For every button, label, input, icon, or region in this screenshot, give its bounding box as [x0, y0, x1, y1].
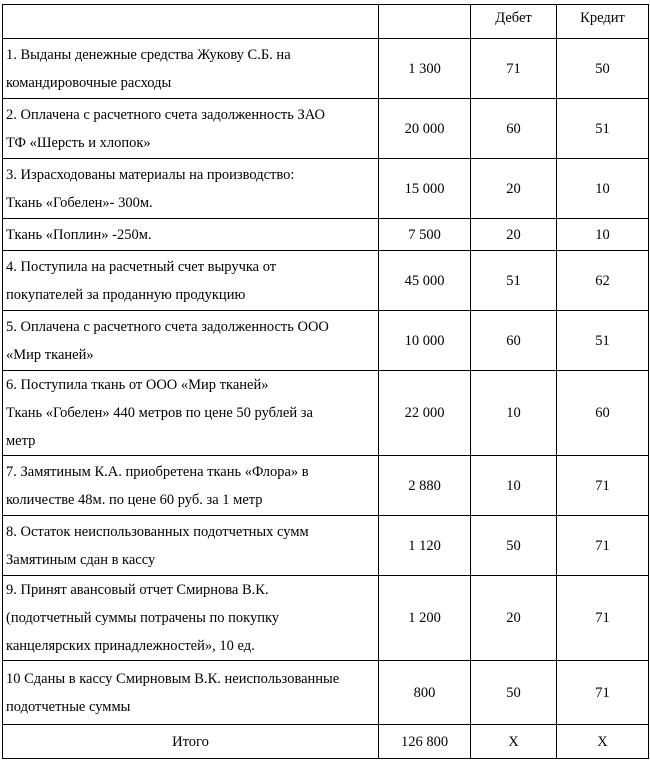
- row-credit: 71: [557, 661, 649, 725]
- description-line: Ткань «Гобелен»- 300м.: [6, 194, 153, 211]
- row-amount: 1 300: [379, 39, 471, 99]
- row-credit: 10: [557, 159, 649, 219]
- row-amount: 1 200: [379, 576, 471, 661]
- row-debit: 60: [471, 311, 557, 371]
- description-line: (подотчетный суммы потрачены по покупку: [6, 610, 280, 626]
- description-line: подотчетные суммы: [6, 698, 131, 715]
- header-amount: [379, 5, 471, 39]
- description-line: 4. Поступила на расчетный счет выручка от: [6, 258, 277, 275]
- row-credit: 62: [557, 251, 649, 311]
- description-line: покупателей за проданную продукцию: [6, 286, 246, 303]
- description-line: 5. Оплачена с расчетного счета задолженность ООО: [6, 318, 329, 335]
- row-description: [3, 311, 379, 371]
- row-credit: 71: [557, 456, 649, 516]
- row-description: [3, 159, 379, 219]
- row-credit: 10: [557, 219, 649, 251]
- row-amount: 20 000: [379, 99, 471, 159]
- total-label: Итого: [3, 725, 379, 759]
- table-row: [3, 311, 649, 371]
- row-debit: 51: [471, 251, 557, 311]
- table-row: [3, 99, 649, 159]
- table-row: [3, 39, 649, 99]
- row-description: [3, 251, 379, 311]
- header-description: [3, 5, 379, 39]
- description-line: 1. Выданы денежные средства Жукову С.Б. на: [6, 46, 291, 63]
- row-credit: 71: [557, 576, 649, 661]
- header-debit: Дебет: [471, 5, 557, 39]
- total-amount: 126 800: [379, 725, 471, 759]
- row-description: [3, 219, 379, 251]
- table-row: [3, 576, 649, 661]
- row-debit: 50: [471, 661, 557, 725]
- row-amount: 10 000: [379, 311, 471, 371]
- table-row: [3, 661, 649, 725]
- row-debit: 20: [471, 159, 557, 219]
- row-description: [3, 99, 379, 159]
- row-description: [3, 371, 379, 456]
- description-line: ТФ «Шерсть и хлопок»: [6, 134, 151, 151]
- table-row: [3, 516, 649, 576]
- header-row: [3, 5, 649, 39]
- row-description: [3, 39, 379, 99]
- table-row: [3, 219, 649, 251]
- description-line: 3. Израсходованы материалы на производство:: [6, 166, 295, 183]
- table-row: [3, 371, 649, 456]
- row-credit: 71: [557, 516, 649, 576]
- row-amount: 2 880: [379, 456, 471, 516]
- row-credit: 50: [557, 39, 649, 99]
- description-line: канцелярских принадлежностей», 10 ед.: [6, 638, 255, 654]
- description-line: Ткань «Гобелен» 440 метров по цене 50 рублей за: [6, 405, 313, 421]
- description-line: 2. Оплачена с расчетного счета задолженность ЗАО: [6, 106, 325, 123]
- row-amount: 1 120: [379, 516, 471, 576]
- transactions-table: [2, 4, 649, 759]
- total-debit: Х: [471, 725, 557, 759]
- table-row: [3, 251, 649, 311]
- description-line: командировочные расходы: [6, 74, 172, 91]
- row-debit: 71: [471, 39, 557, 99]
- row-debit: 10: [471, 456, 557, 516]
- description-line: 10 Сданы в кассу Смирновым В.К. неиспользованные: [6, 670, 340, 687]
- row-debit: 20: [471, 219, 557, 251]
- row-description: [3, 661, 379, 725]
- header-credit: Кредит: [557, 5, 649, 39]
- row-debit: 20: [471, 576, 557, 661]
- total-row: [3, 725, 649, 759]
- row-description: [3, 576, 379, 661]
- row-debit: 10: [471, 371, 557, 456]
- row-credit: 51: [557, 311, 649, 371]
- row-credit: 51: [557, 99, 649, 159]
- description-line: 9. Принят авансовый отчет Смирнова В.К.: [6, 582, 269, 598]
- table-row: [3, 159, 649, 219]
- description-line: «Мир тканей»: [6, 346, 94, 363]
- description-line: Замятиным сдан в кассу: [6, 551, 156, 568]
- description-line: метр: [6, 433, 36, 449]
- description-line: количестве 48м. по цене 60 руб. за 1 метр: [6, 491, 263, 508]
- row-debit: 50: [471, 516, 557, 576]
- table-row: [3, 456, 649, 516]
- row-amount: 15 000: [379, 159, 471, 219]
- total-credit: Х: [557, 725, 649, 759]
- row-debit: 60: [471, 99, 557, 159]
- row-amount: 45 000: [379, 251, 471, 311]
- row-amount: 7 500: [379, 219, 471, 251]
- row-amount: 22 000: [379, 371, 471, 456]
- description-line: 7. Замятиным К.А. приобретена ткань «Флора» в: [6, 463, 309, 480]
- description-line: 6. Поступила ткань от ООО «Мир тканей»: [6, 377, 269, 393]
- description-line: 8. Остаток неиспользованных подотчетных сумм: [6, 523, 309, 540]
- row-description: [3, 456, 379, 516]
- row-description: [3, 516, 379, 576]
- row-credit: 60: [557, 371, 649, 456]
- row-amount: 800: [379, 661, 471, 725]
- description-line: Ткань «Поплин» -250м.: [6, 226, 152, 243]
